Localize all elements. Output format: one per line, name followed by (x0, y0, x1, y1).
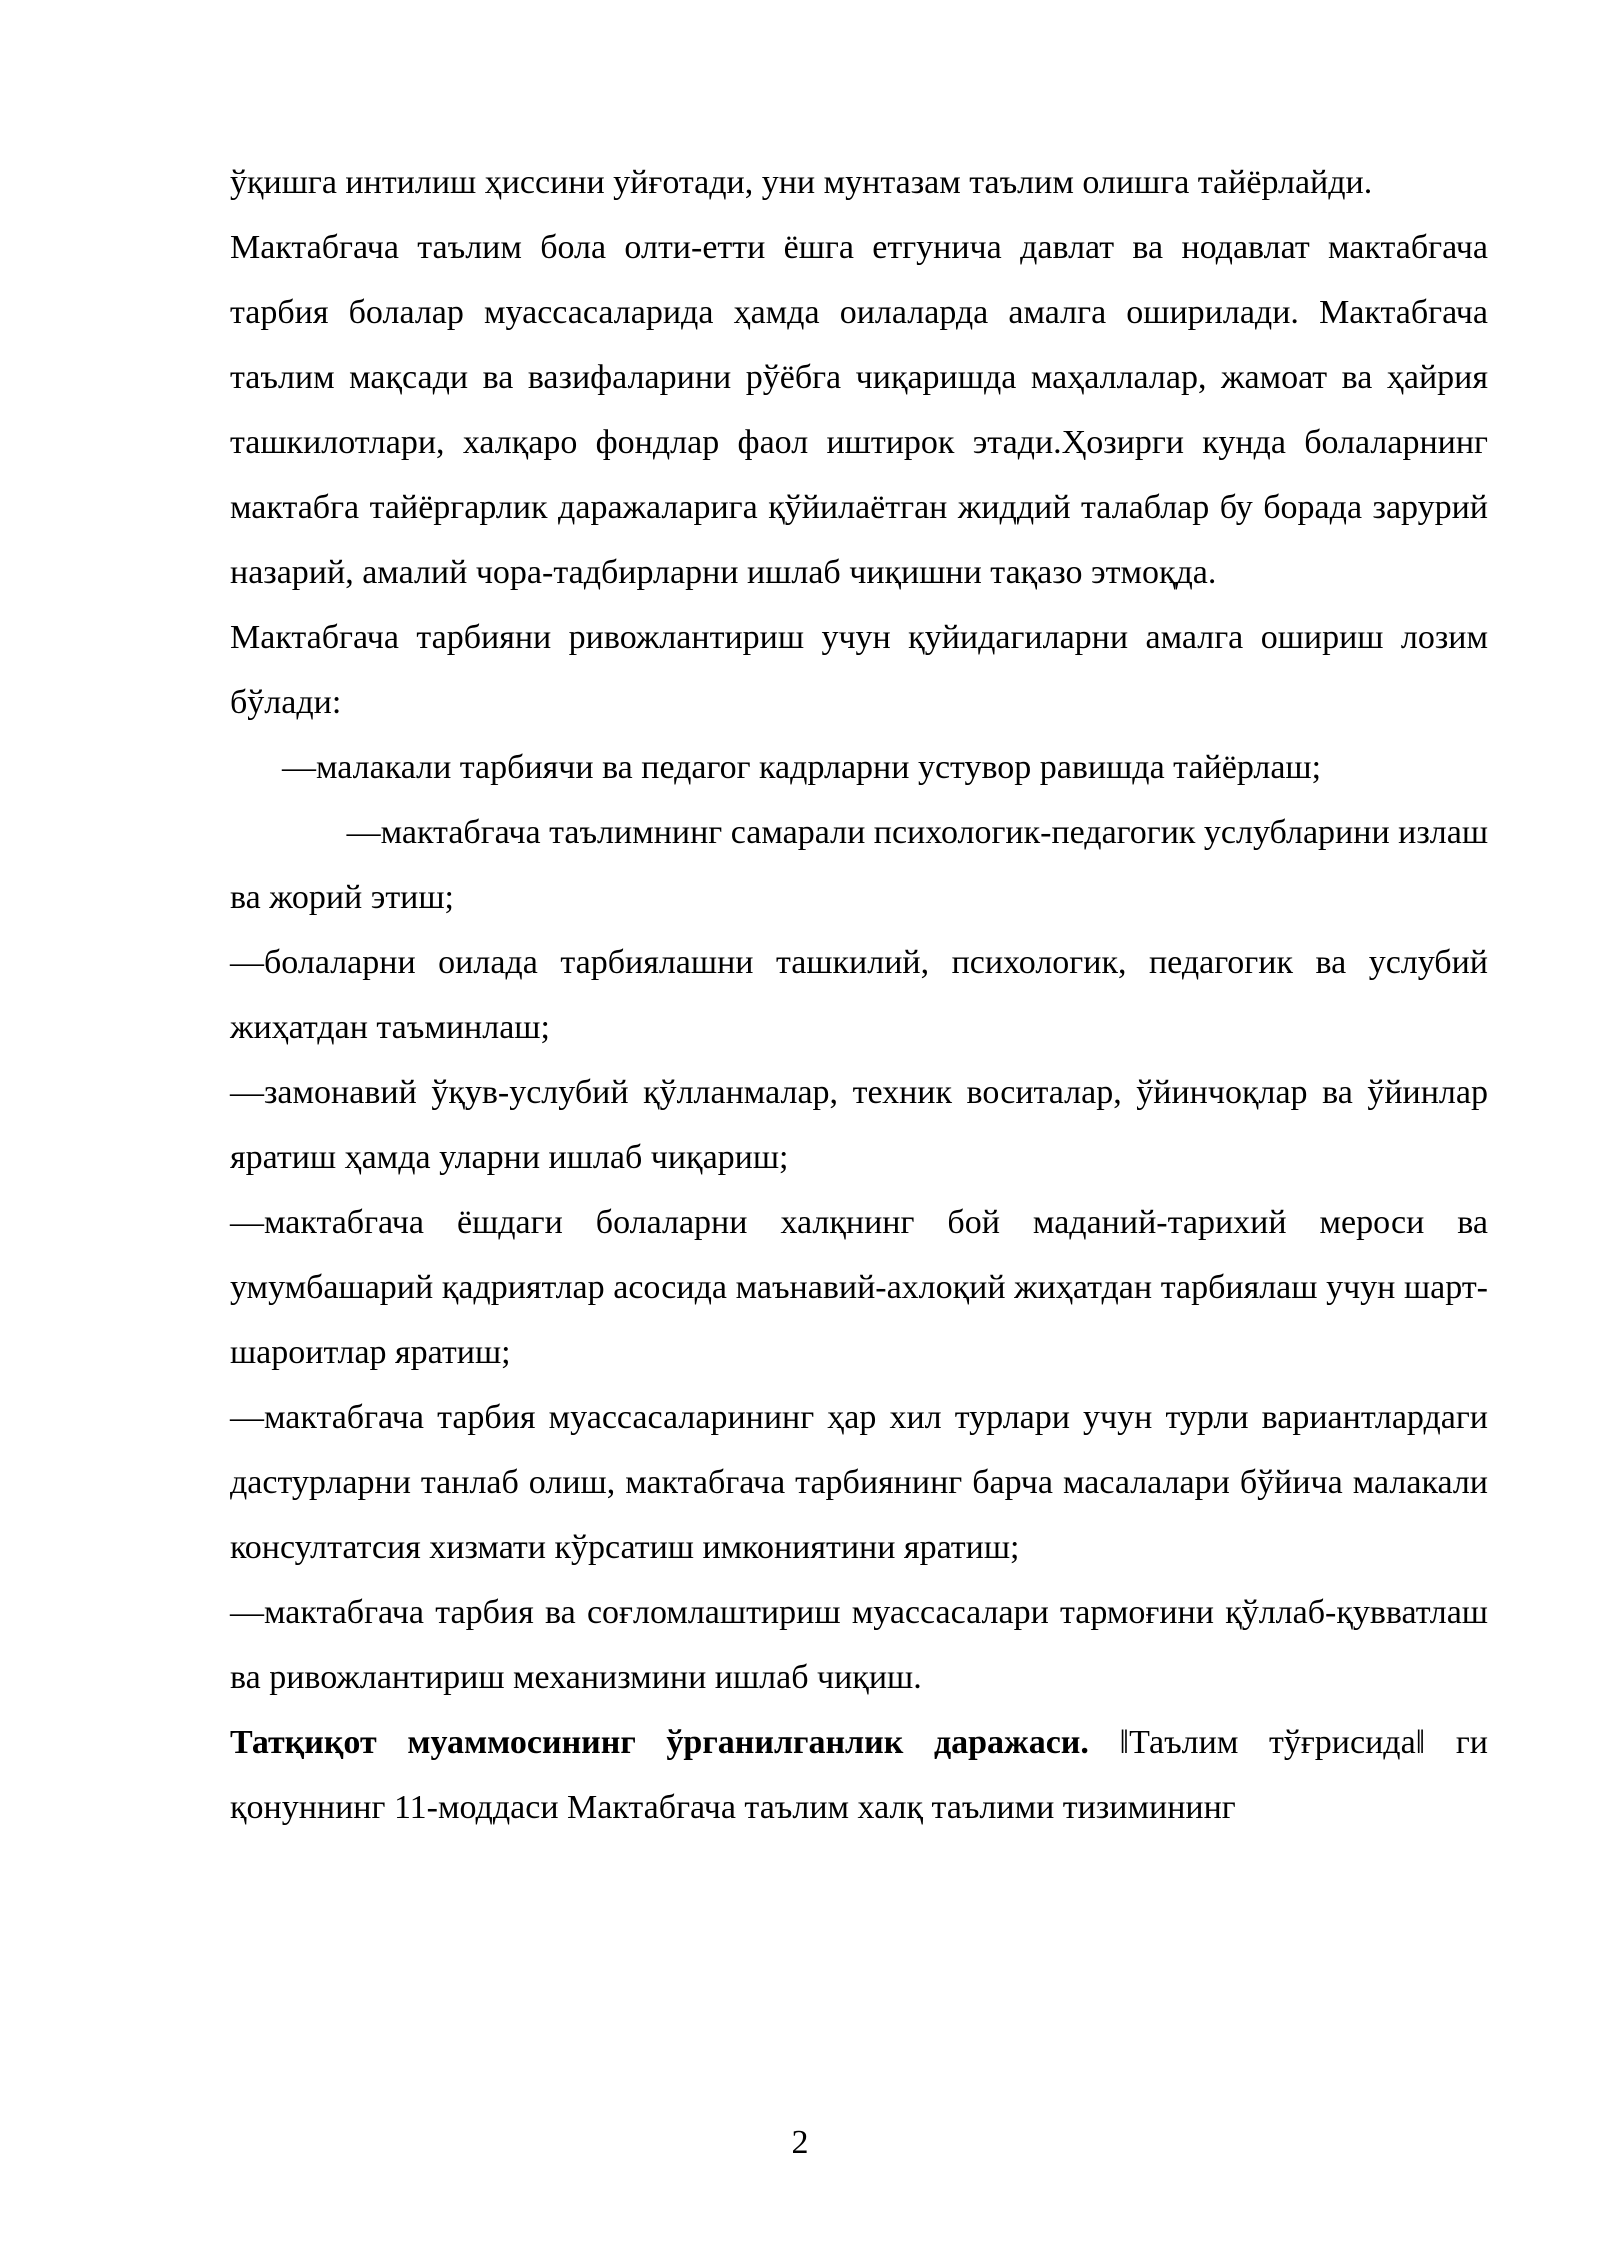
page-number: 2 (791, 2124, 809, 2161)
list-item-qualified-staff: —малакали тарбиячи ва педагог кадрларни устувор равишда тайёрлаш; (282, 749, 1322, 786)
section-heading-text: ‖Таълим тўғрисида‖ ги қонуннинг 11-моддаси Мактабгача таълим халқ таълими тизимининг (230, 1724, 1488, 1826)
list-item-heritage-values: —мактабгача ёшдаги болаларни халқнинг бой маданий-тарихий мероси ва умумбашарий қадриятлар асосида маънавий-ахлоқий жиҳатдан тарбиялаш учун шарт-шароитлар яратиш; (230, 1204, 1488, 1371)
list-item-family-upbringing: —болаларни оилада тарбиялашни ташкилий, психологик, педагогик ва услубий жиҳатдан таъминлаш; (230, 944, 1488, 1046)
paragraph-development-tasks-intro: Мактабгача тарбияни ривожлантириш учун қуйидагиларни амалга ошириш лозим бўлади: (230, 619, 1488, 721)
document-body (230, 150, 1488, 1840)
paragraph-preschool-education: Мактабгача таълим бола олти-етти ёшга етгунича давлат ва нодавлат мактабгача тарбия болалар муассасаларида ҳамда оилаларда амалга оширилади. Мактабгача таълим мақсади ва вазифаларини рўёбга чиқаришда маҳаллалар, жамоат ва ҳайрия ташкилотлари, халқаро фондлар фаол иштирок этади.Ҳозирги кунда болаларнинг мактабга тайёргарлик даражаларига қўйилаётган жиддий талаблар бу борада зарурий назарий, амалий чора-тадбирларни ишлаб чиқишни тақазо этмоқда. (230, 229, 1488, 591)
list-item-health-network: —мактабгача тарбия ва соғломлаштириш муассасалари тармоғини қўллаб-қувватлаш ва ривожлантириш механизмини ишлаб чиқиш. (230, 1594, 1488, 1696)
list-item-effective-methods: —мактабгача таълимнинг самарали психологик-педагогик услубларини излаш (346, 814, 1488, 851)
section-heading: Татқиқот муаммосининг ўрганилганлик даражаси. (230, 1724, 1089, 1761)
paragraph-research-degree (230, 1710, 1488, 1840)
paragraph-continuation: ўқишга интилиш ҳиссини уйғотади, уни мунтазам таълим олишга тайёрлайди. (230, 164, 1373, 201)
list-item-modern-manuals: —замонавий ўқув-услубий қўлланмалар, техник воситалар, ўйинчоқлар ва ўйинлар яратиш ҳамда уларни ишлаб чиқариш; (230, 1074, 1488, 1176)
list-item-effective-methods-continuation: ва жорий этиш; (230, 879, 455, 916)
list-item-program-variants: —мактабгача тарбия муассасаларининг ҳар хил турлари учун турли вариантлардаги дастурларни танлаб олиш, мактабгача тарбиянинг барча масалалари бўйича малакали консултатсия хизмати кўрсатиш имкониятини яратиш; (230, 1399, 1488, 1566)
